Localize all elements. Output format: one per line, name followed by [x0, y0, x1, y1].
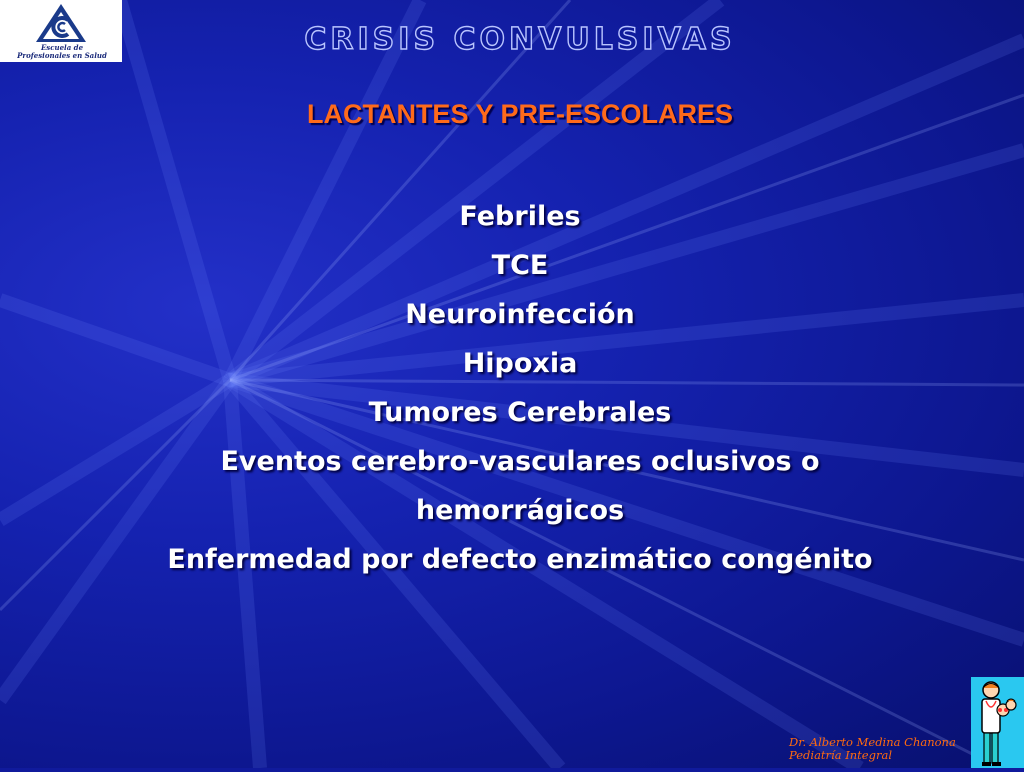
author-specialty: Pediatría Integral — [789, 748, 893, 762]
list-item: Neuroinfección — [405, 299, 635, 330]
logo-text-line2: Profesionales en Salud — [17, 51, 107, 60]
list-item: Febriles — [459, 201, 581, 232]
pediatrician-with-baby-icon — [971, 677, 1024, 768]
list-item: Tumores Cerebrales — [368, 397, 672, 428]
slide-subtitle: LACTANTES Y PRE-ESCOLARES — [306, 99, 734, 129]
author-credit — [789, 736, 956, 762]
list-item: hemorrágicos — [415, 495, 625, 526]
list-item: Enfermedad por defecto enzimático congénito — [167, 544, 873, 575]
causes-list — [0, 192, 1024, 584]
list-item: Hipoxia — [462, 348, 578, 379]
list-item: TCE — [491, 250, 549, 281]
author-name: Dr. Alberto Medina Chanona — [789, 735, 956, 749]
slide-title: CRISIS CONVULSIVAS — [304, 22, 736, 57]
list-item: Eventos cerebro-vasculares oclusivos o — [220, 446, 820, 477]
logo-text-line1: Escuela de — [40, 43, 84, 52]
pediatrician-clipart — [971, 677, 1024, 768]
